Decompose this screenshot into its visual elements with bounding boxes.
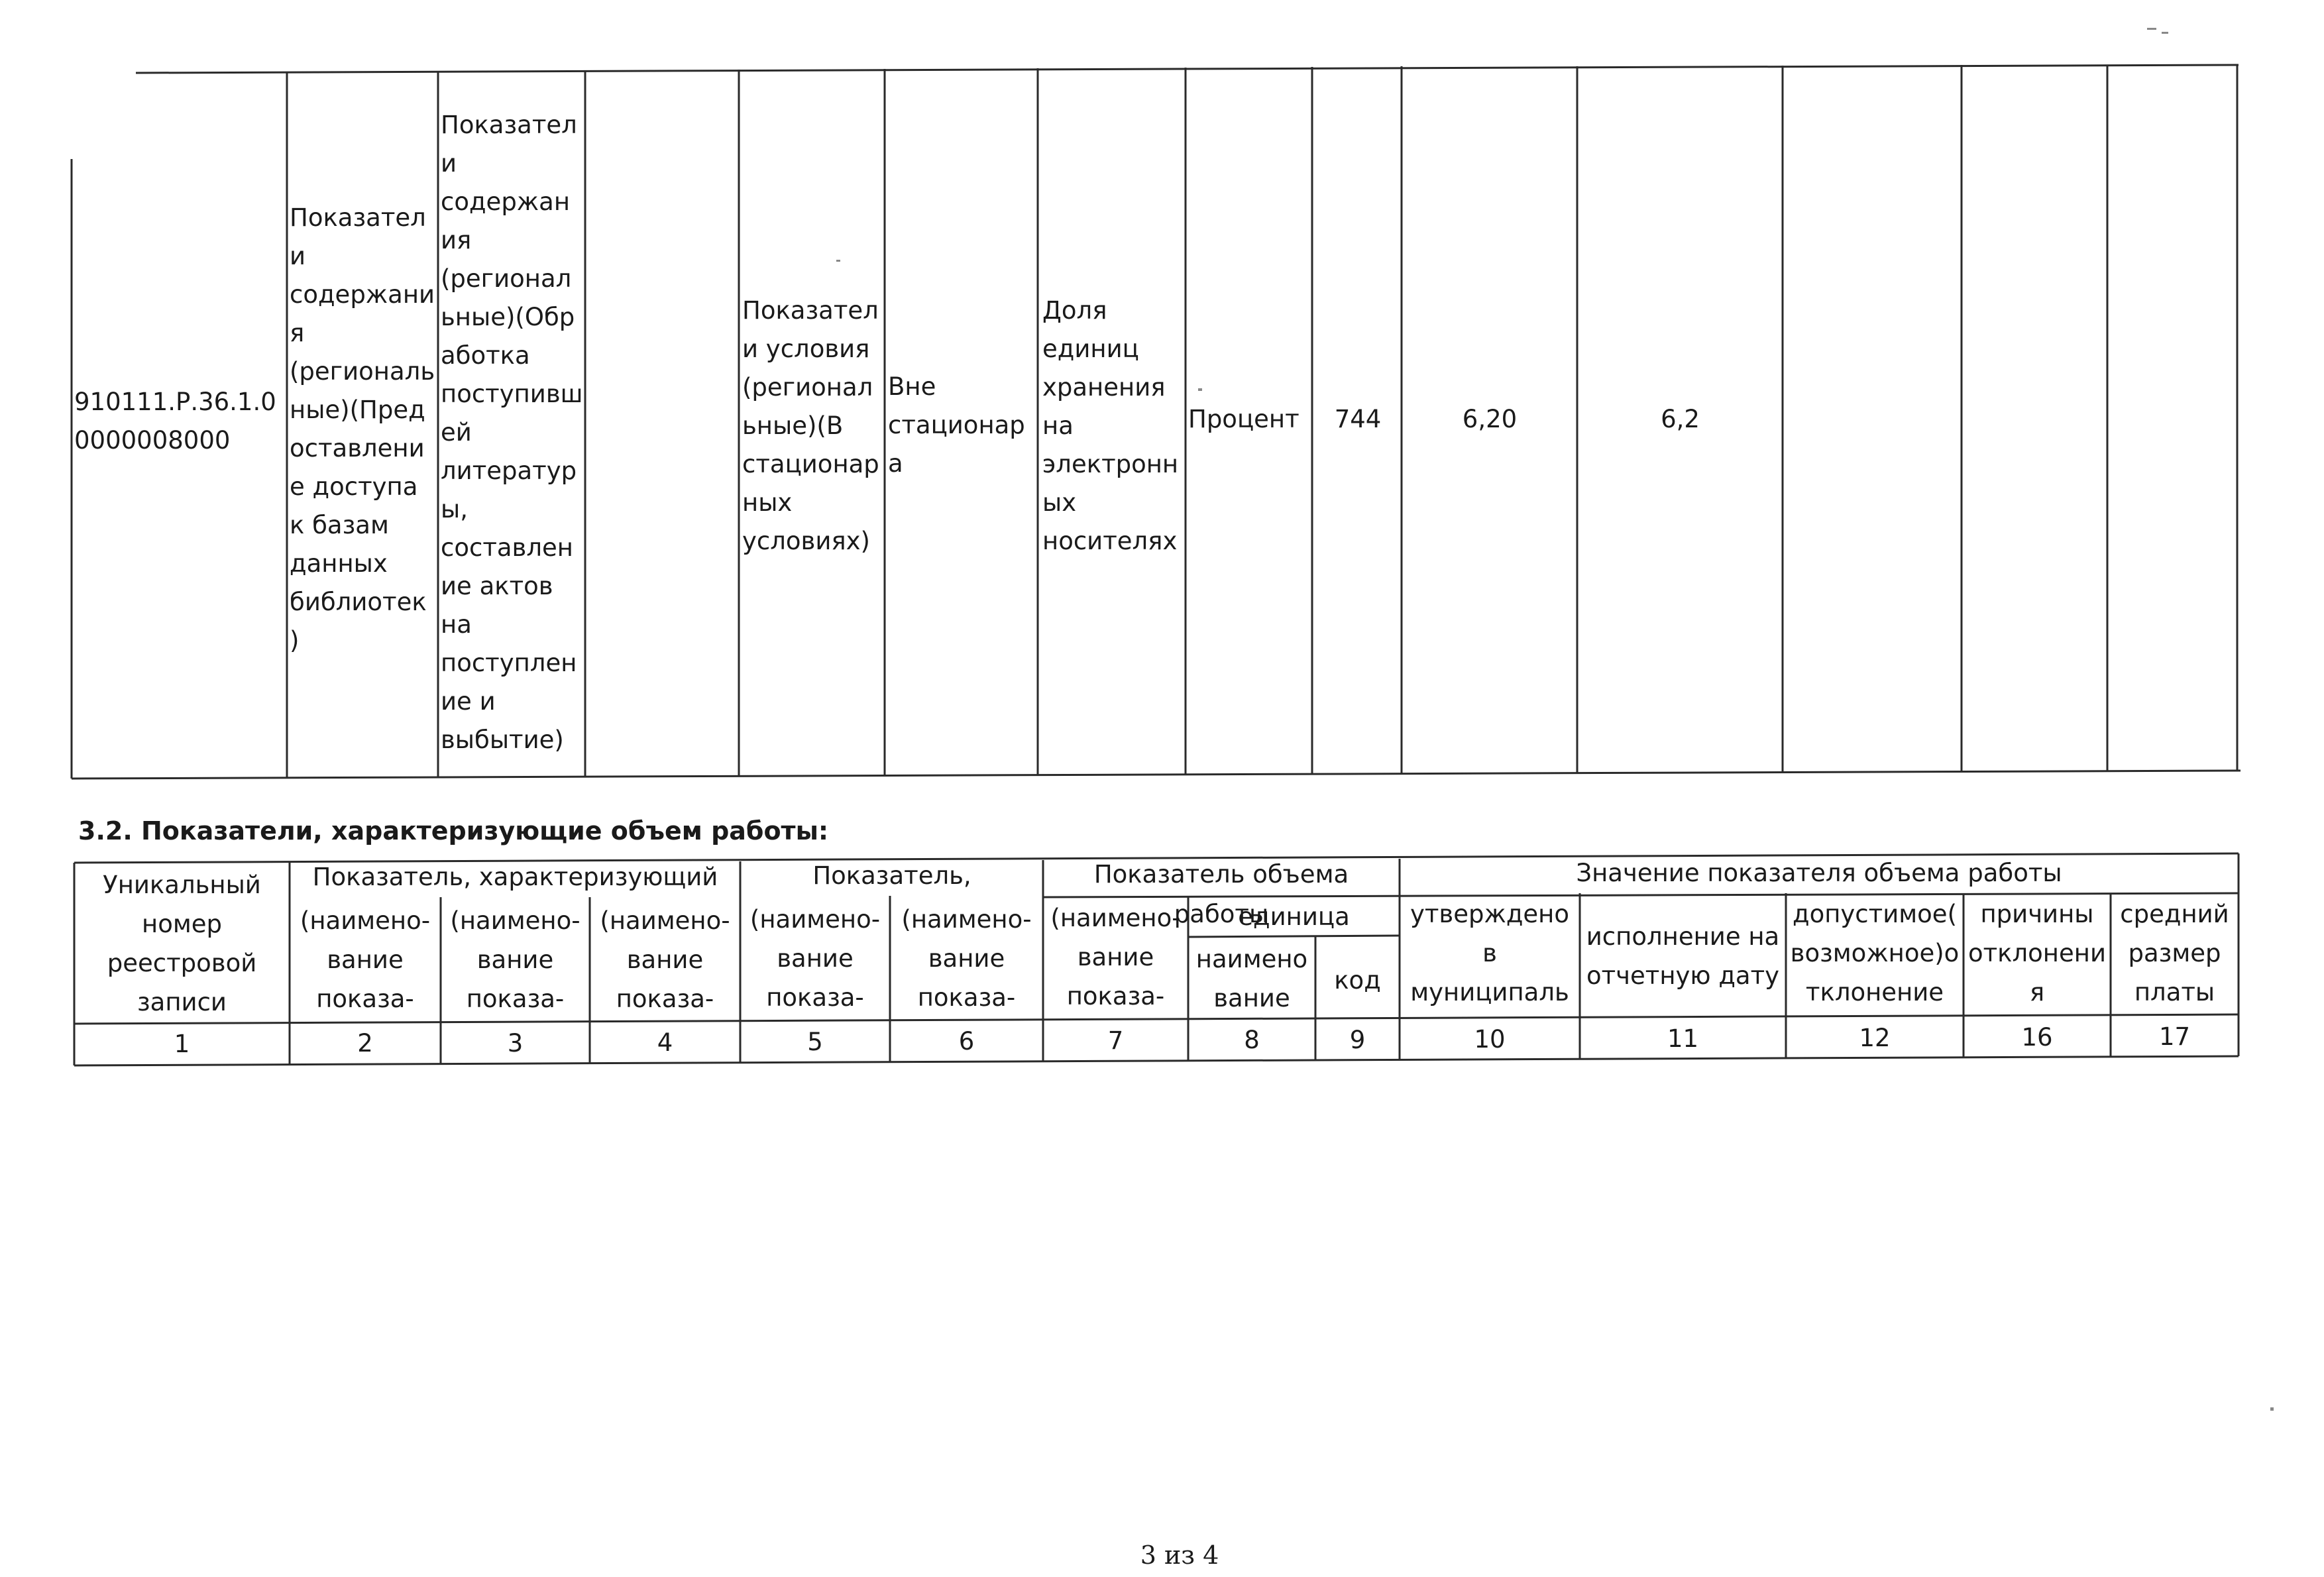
column-number: 7 (1107, 1026, 1124, 1055)
column-number: 2 (357, 1029, 373, 1058)
header-group-content: Показатель, характеризующий (312, 863, 718, 891)
scan-speck (2270, 1407, 2274, 1411)
header-unit-name: наимено вание (1195, 945, 1308, 1012)
column-number: 11 (1667, 1024, 1699, 1053)
header-unique-number: Уникальный номер реестровой записи (103, 871, 261, 1016)
approved-value-cell: 6,20 (1462, 405, 1518, 433)
unit-code-cell: 744 (1334, 405, 1382, 433)
page-number: 3 из 4 (1140, 1541, 1219, 1570)
scan-speck (836, 260, 840, 262)
scan-speck (1198, 388, 1202, 391)
column-number: 17 (2158, 1022, 2191, 1051)
column-number: 12 (1859, 1024, 1891, 1052)
column-number: 6 (958, 1027, 975, 1056)
column-number: 3 (507, 1029, 524, 1058)
header-group-value: Значение показателя объема работы (1576, 859, 2062, 887)
header-allowed-deviation: допустимое( возможное)о тклонение (1790, 900, 1960, 1006)
condition-indicator-2-cell: Вне стационар а (888, 372, 1025, 478)
header-deviation-reasons: причины отклонени я (1967, 900, 2107, 1006)
header-col3: (наимено- вание показа- (450, 906, 581, 1013)
header-approved: утверждено в муниципаль (1410, 900, 1569, 1006)
header-col6: (наимено- вание показа- (901, 905, 1032, 1012)
condition-indicator-1-cell: Показател и условия (регионал ьные)(В стационар ных условиях) (742, 296, 879, 555)
column-number: 10 (1474, 1025, 1506, 1054)
column-number: 5 (807, 1028, 823, 1056)
scan-speck (2162, 32, 2168, 34)
unit-name-cell: Процент (1188, 405, 1300, 433)
header-col2: (наимено- вание показа- (300, 906, 431, 1013)
section-title: 3.2. Показатели, характеризующие объем работы: (78, 816, 829, 845)
unique-number-cell: 910111.Р.36.1.0 0000008000 (74, 388, 276, 455)
header-unit-code: код (1334, 966, 1381, 995)
header-col5: (наимено- вание показа- (749, 905, 881, 1012)
column-number: 4 (657, 1028, 673, 1057)
header-col4: (наимено- вание показа- (600, 906, 730, 1013)
scan-speck (2147, 28, 2156, 30)
header-group-volume: Показатель объема работы (1093, 860, 1349, 928)
column-number: 16 (2021, 1023, 2053, 1052)
content-indicator-1-cell: Показател и содержани я (региональ ные)(Пред оставлени е доступа к базам данных библиотек ) (290, 203, 435, 655)
header-average-price: средний размер платы (2120, 900, 2229, 1006)
executed-value-cell: 6,2 (1661, 405, 1700, 433)
content-indicator-2-cell: Показател и содержан ия (регионал ьные)(Обр аботка поступивш ей литератур ы, составлен ие актов на поступлен ие и выбытие) (441, 111, 583, 754)
column-number: 8 (1244, 1026, 1260, 1054)
header-executed: исполнение на отчетную дату (1586, 922, 1780, 990)
header-unit: единица (1238, 902, 1350, 931)
volume-indicator-name-cell: Доля единиц хранения на электронн ых носителях (1042, 296, 1179, 555)
column-number: 1 (174, 1030, 190, 1058)
header-group-conditions: Показатель, (812, 861, 971, 890)
column-number: 9 (1349, 1026, 1366, 1054)
header-col7: (наимено- вание показа- (1050, 904, 1181, 1010)
